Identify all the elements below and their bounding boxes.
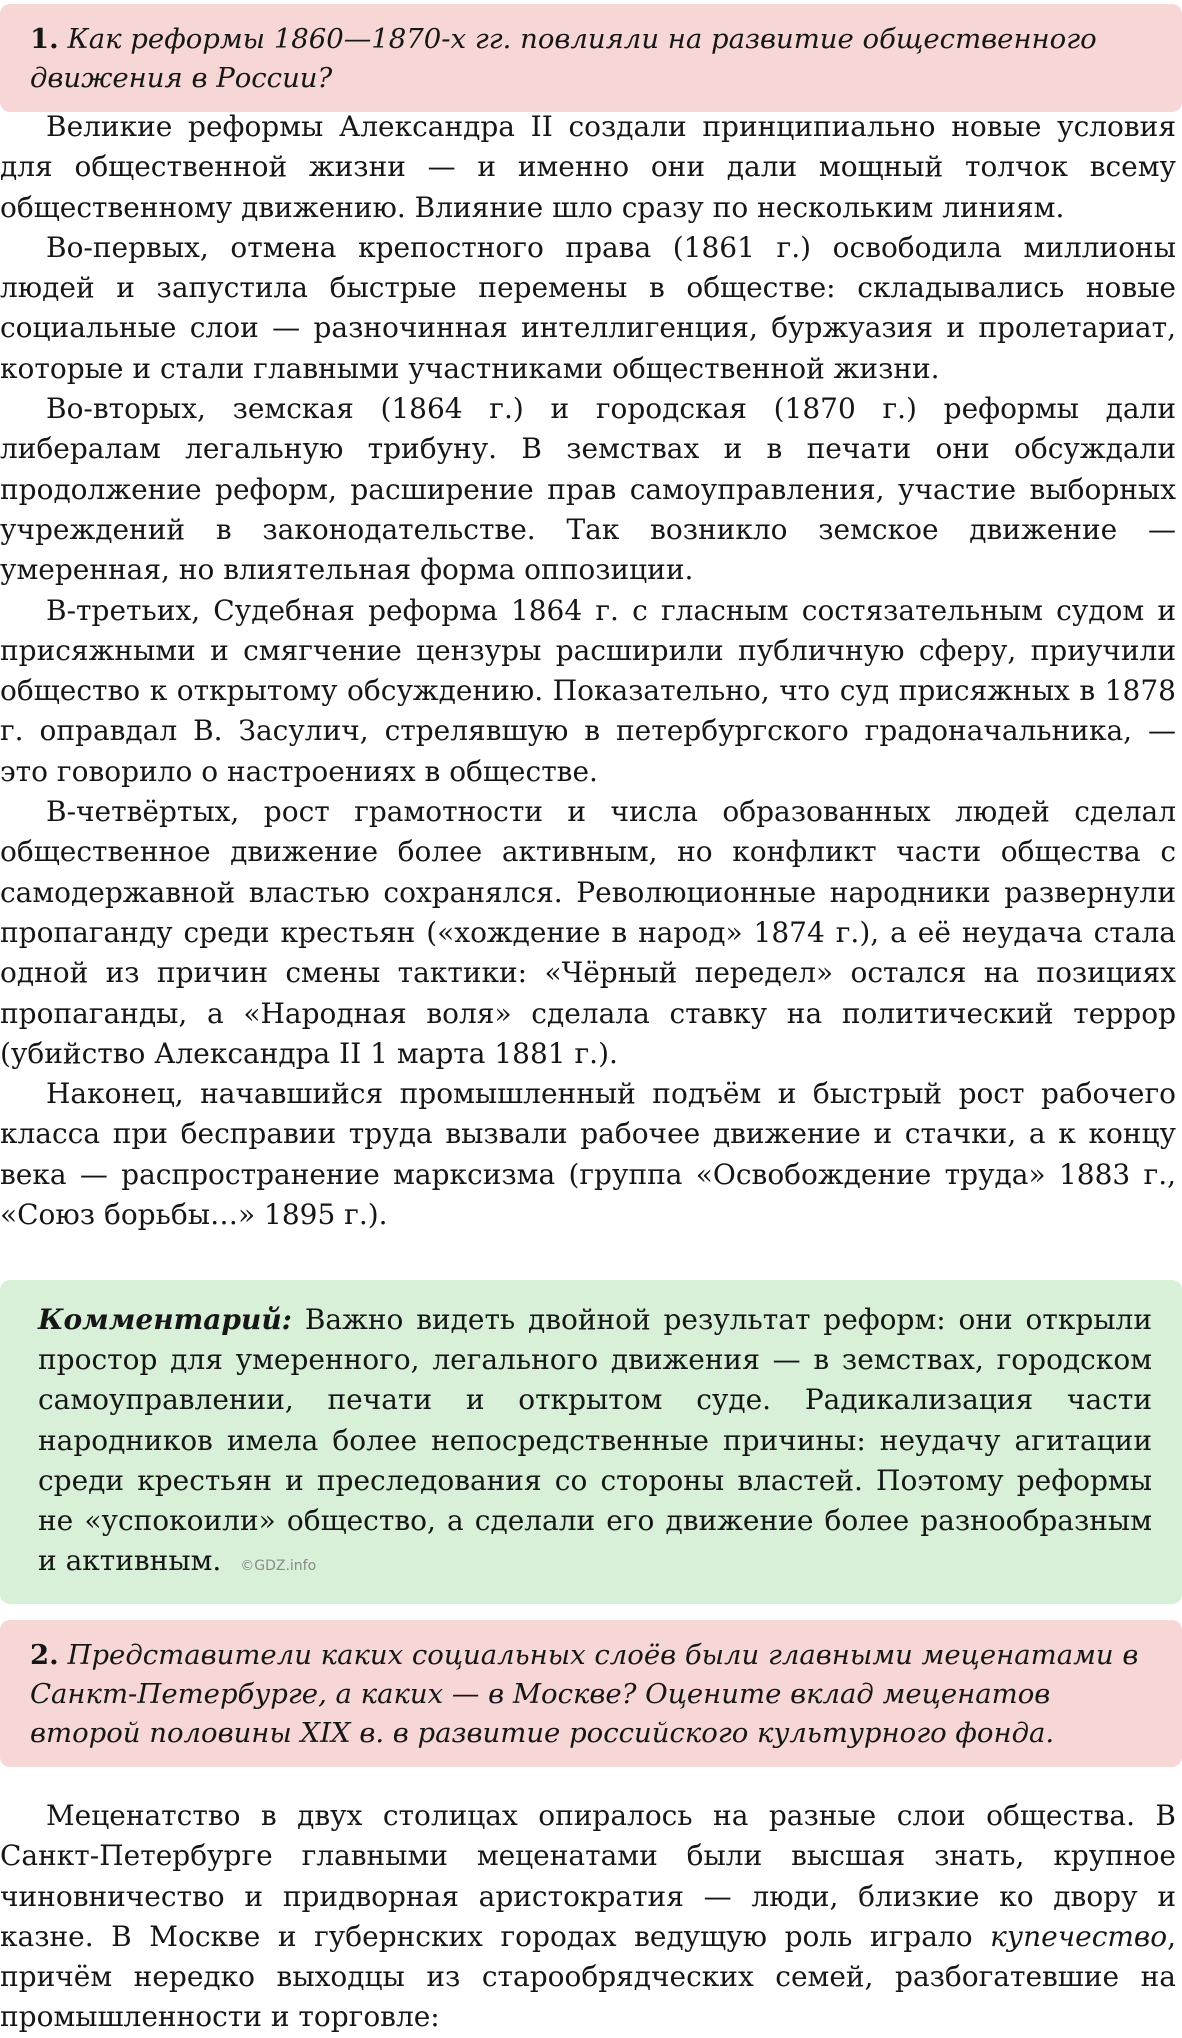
answer-paragraph: В-третьих, Судебная реформа 1864 г. с гласным состязательным судом и присяжными и смягчение цензуры расширили публичную сферу, приучили общество к открытому обсуждению. Показательно, что суд присяжных в 1878 г. оправдал В. Засулич, стрелявшую в петербургского градоначальника, — это говорило о настроениях в обществе. [0,593,1176,788]
comment-text: Важно видеть двойной результат реформ: они открыли простор для умеренного, легального движения — в земствах, городском самоуправлении, печати и открытом суде. Радикализация части народников имела более непосредственные причины: неудачу агитации среди крестьян и преследования со стороны властей. Поэтому реформы не «успокоили» общество, а сделали его движение более разнообразным и активным. [38,1303,1152,1578]
question-text: Как реформы 1860—1870-х гг. повлияли на развитие общественного движения в России? [30,23,1097,94]
question-2 [0,1620,1182,1767]
comment-box [0,1280,1182,1604]
comment-label: Комментарий: [38,1303,293,1336]
answer-paragraph: Во-первых, отмена крепостного права (1861 г.) освободила миллионы людей и запустила быстрые перемены в обществе: складывались новые социальные слои — разночинная интеллигенция, буржуазия и пролетариат, которые и стали главными участниками общественной жизни. [0,230,1176,385]
answer-paragraph [0,1796,1176,2038]
answer-1 [0,107,1182,1235]
answer-paragraph: В-четвёртых, рост грамотности и числа образованных людей сделал общественное движение более активным, но конфликт части общества с самодержавной властью сохранялся. Революционные народники развернули пропаганду среди крестьян («хождение в народ» 1874 г.), а её неудача стала одной из причин смены тактики: «Чёрный передел» остался на позициях пропаганды, а «Народная воля» сделала ставку на политический террор (убийство Александра II 1 марта 1881 г.). [0,795,1176,1070]
keyword: купечество [990,1919,1168,1953]
question-number: 1. [30,23,59,55]
answer-text: Меценатство в двух столицах опиралось на разные слои общества. В Санкт-Петербурге главными меценатами были высшая знать, крупное чиновничество и придворная аристократия — люди, близкие ко двору и казне. В Москве и губернских городах ведущую роль играло [0,1799,1176,1953]
answer-paragraph: Наконец, начавшийся промышленный подъём и быстрый рост рабочего класса при бесправии труда вызвали рабочее движение и стачки, а к концу века — распространение марксизма (группа «Освобождение труда» 1883 г., «Союз борьбы…» 1895 г.). [0,1077,1176,1232]
question-text: Представители каких социальных слоёв были главными меценатами в Санкт-Петербурге, а каких — в Москве? Оцените вклад меценатов второй половины XIX в. в развитие российского культурного фонда. [30,1639,1139,1749]
question-number: 2. [30,1639,59,1671]
answer-text: , причём нередко выходцы из старообрядческих семей, разбогатевшие на промышленности и торговле: [0,1919,1176,2034]
answer-2 [0,1796,1182,2038]
question-1 [0,4,1182,112]
answer-paragraph: Во-вторых, земская (1864 г.) и городская (1870 г.) реформы дали либералам легальную трибуну. В земствах и в печати они обсуждали продолжение реформ, расширение прав самоуправления, участие выборных учреждений в законодательстве. Так возникло земское движение — умеренная, но влиятельная форма оппозиции. [0,392,1176,587]
answer-paragraph: Великие реформы Александра II создали принципиально новые условия для общественной жизни — и именно они дали мощный толчок всему общественному движению. Влияние шло сразу по нескольким линиям. [0,110,1176,224]
copyright-mark: ©GDZ.info [240,1558,317,1575]
